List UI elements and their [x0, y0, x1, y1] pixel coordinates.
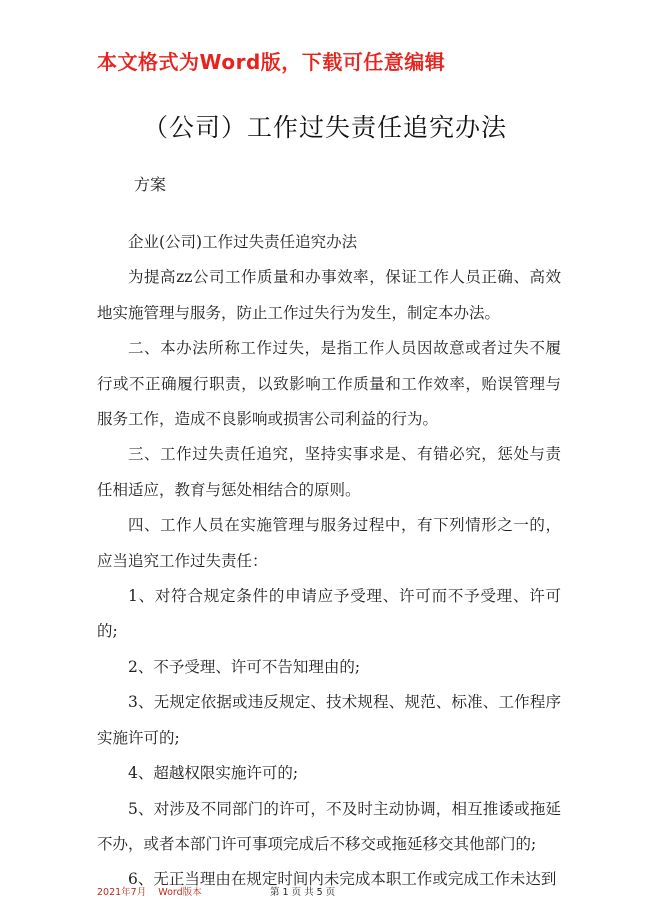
list-item: 5、对涉及不同部门的许可，不及时主动协调，相互推诿或拖延不办，或者本部门许可事项完成后不移交或拖延移交其他部门的;	[97, 799, 561, 853]
paragraph-heading: 企业(公司)工作过失责任追究办法	[128, 233, 358, 251]
document-body	[97, 225, 561, 898]
paragraph: 四、工作人员在实施管理与服务过程中，有下列情形之一的，应当追究工作过失责任：	[97, 516, 561, 570]
document-subtitle: 方案	[134, 175, 167, 194]
paragraph: 二、本办法所称工作过失，是指工作人员因故意或者过失不履行或不正确履行职责，以致影响工作质量和工作效率，贻误管理与服务工作，造成不良影响或损害公司利益的行为。	[97, 339, 561, 429]
paragraph: 为提高zz公司工作质量和办事效率，保证工作人员正确、高效地实施管理与服务，防止工作过失行为发生，制定本办法。	[97, 268, 561, 322]
list-item: 3、无规定依据或违反规定、技术规程、规范、标准、工作程序实施许可的;	[97, 693, 561, 747]
list-item: 6、无正当理由在规定时间内未完成本职工作或完成工作未达到	[128, 870, 557, 889]
list-item: 2、不予受理、许可不告知理由的;	[128, 657, 361, 676]
page-number: 第 1 页 共 5 页	[270, 887, 336, 898]
list-item: 4、超越权限实施许可的;	[128, 764, 299, 783]
footer-date: 2021年7月	[97, 887, 147, 898]
footer-version: Word版本	[158, 887, 202, 898]
list-item: 1、对符合规定条件的申请应予受理、许可而不予受理、许可的;	[97, 587, 561, 641]
download-banner: 本文格式为Word版，下载可任意编辑	[97, 50, 446, 74]
footer-info	[97, 884, 202, 898]
paragraph: 三、工作过失责任追究，坚持实事求是、有错必究，惩处与责任相适应，教育与惩处相结合的原则。	[97, 445, 561, 499]
document-title: （公司）工作过失责任追究办法	[142, 113, 507, 142]
